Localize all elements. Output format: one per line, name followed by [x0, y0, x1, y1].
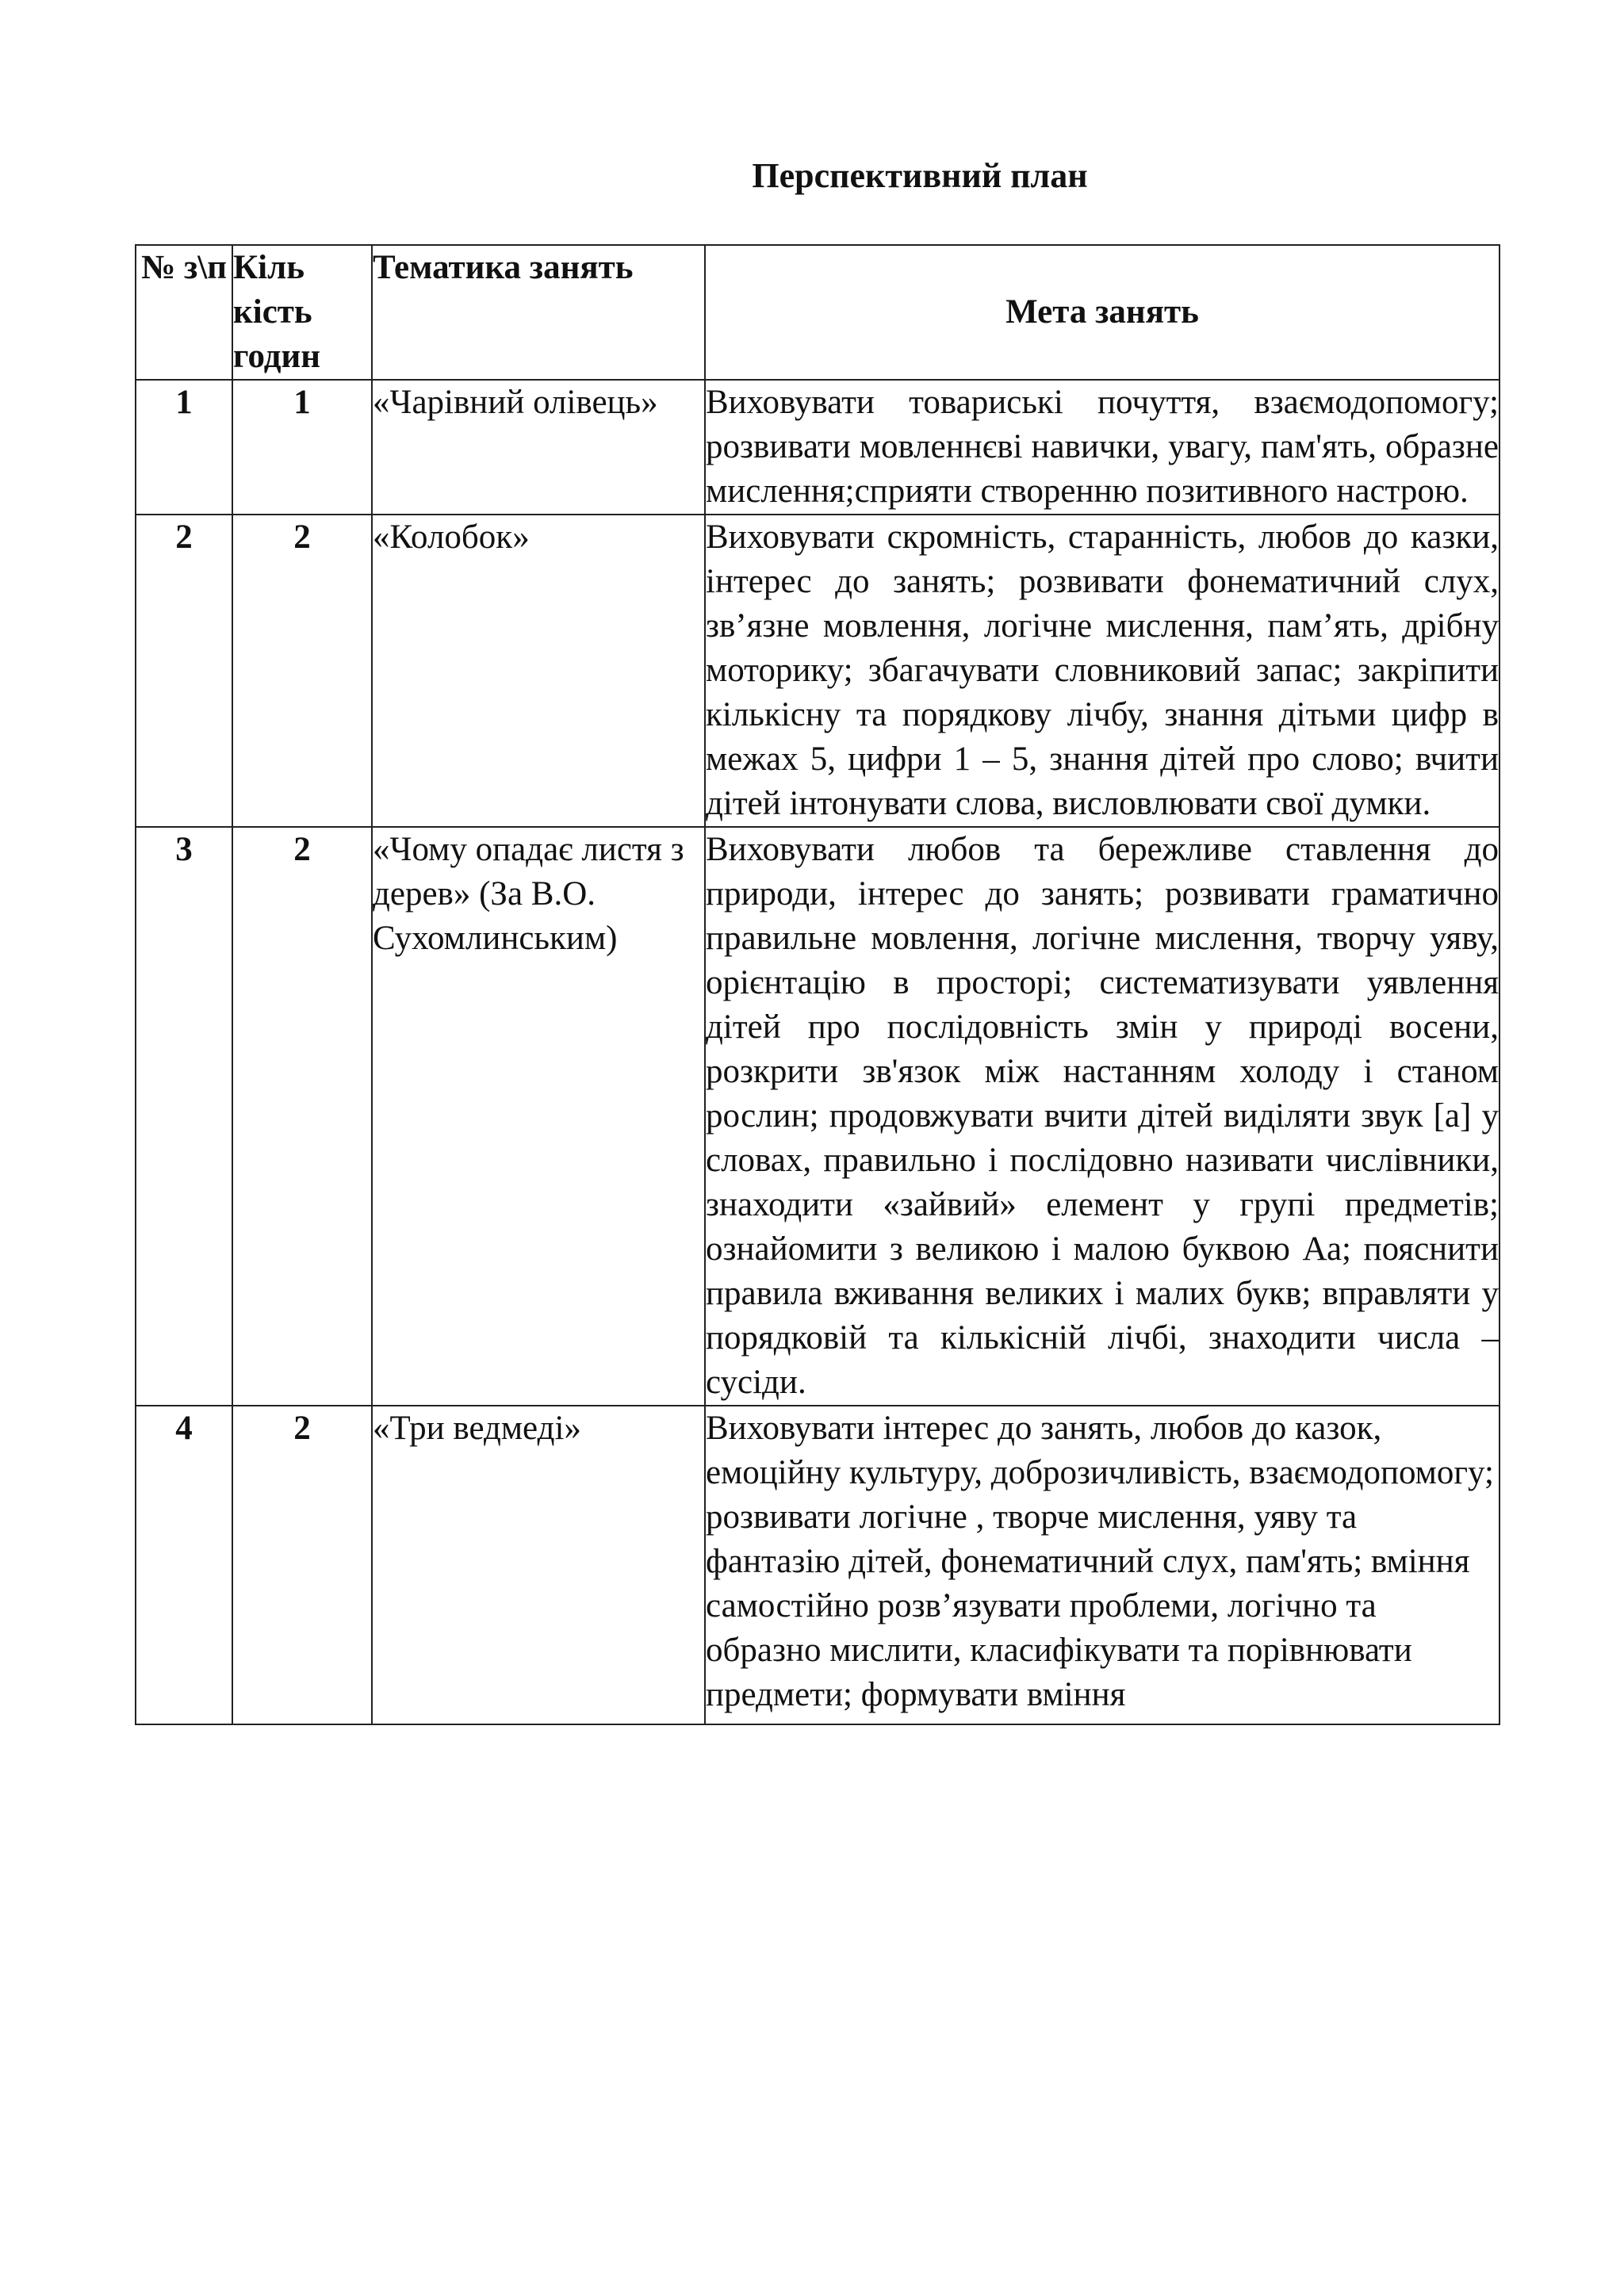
- row-goal: Виховувати скромність, старанність, любов до казки, інтерес до занять; розвивати фонематичний слух, зв’язне мовлення, логічне мислення, пам’ять, дрібну моторику; збагачувати словниковий запас; закріпити кількісну та порядкову лічбу, знання дітьми цифр в межах 5, цифри 1 – 5, знання дітей про слово; вчити дітей інтонувати слова, висловлювати свої думки.: [705, 515, 1500, 827]
- row-topic: «Три ведмеді»: [372, 1406, 705, 1724]
- row-goal: Виховувати товариські почуття, взаємодопомогу; розвивати мовленнєві навички, увагу, пам'ять, образне мислення;сприяти створенню позитивного настрою.: [705, 380, 1500, 515]
- row-topic: «Чарівний олівець»: [372, 380, 705, 515]
- header-goal-label: Мета занять: [1005, 293, 1199, 331]
- row-topic: «Колобок»: [372, 515, 705, 827]
- row-goal: Виховувати любов та бережливе ставлення до природи, інтерес до занять; розвивати граматично правильне мовлення, логічне мислення, творчу уяву, орієнтацію в просторі; систематизувати уявлення дітей про послідовність змін у природі восени, розкрити зв'язок між настанням холоду і станом рослин; продовжувати вчити дітей виділяти звук [а] у словах, правильно і послідовно називати числівники, знаходити «зайвий» елемент у групі предметів; ознайомити з великою і малою буквою Аа; пояснити правила вживання великих і малих букв; вправляти у порядковій та кількісній лічбі, знаходити числа – сусіди.: [705, 827, 1500, 1406]
- row-goal: Виховувати інтерес до занять, любов до казок, емоційну культуру, доброзичливість, взаємодопомогу; розвивати логічне , творче мислення, уяву та фантазію дітей, фонематичний слух, пам'ять; вміння самостійно розв’язувати проблеми, логічно та образно мислити, класифікувати та порівнювати предмети; формувати вміння: [705, 1406, 1500, 1724]
- page-title: Перспективний план: [752, 156, 1088, 195]
- header-topic-label: Тематика занять: [373, 249, 634, 286]
- row-topic: «Чому опадає листя з дерев» (За В.О. Сухомлинським): [372, 827, 705, 1406]
- row-hours: 1: [232, 380, 372, 515]
- header-goal: [705, 245, 1500, 380]
- row-hours: 2: [232, 827, 372, 1406]
- table-row: [136, 827, 1500, 1406]
- row-hours: 2: [232, 515, 372, 827]
- row-number: 3: [136, 827, 232, 1406]
- header-row: [136, 245, 1500, 380]
- header-hours: [232, 245, 372, 380]
- row-hours: 2: [232, 1406, 372, 1724]
- table-row: [136, 515, 1500, 827]
- header-number-label: № з\п: [141, 249, 227, 286]
- row-number: 2: [136, 515, 232, 827]
- header-topic: [372, 245, 705, 380]
- plan-table: [135, 244, 1500, 1725]
- table-row: [136, 380, 1500, 515]
- header-hours-label: Кіль кість годин: [233, 249, 321, 375]
- row-number: 4: [136, 1406, 232, 1724]
- row-number: 1: [136, 380, 232, 515]
- header-number: [136, 245, 232, 380]
- table-row: [136, 1406, 1500, 1724]
